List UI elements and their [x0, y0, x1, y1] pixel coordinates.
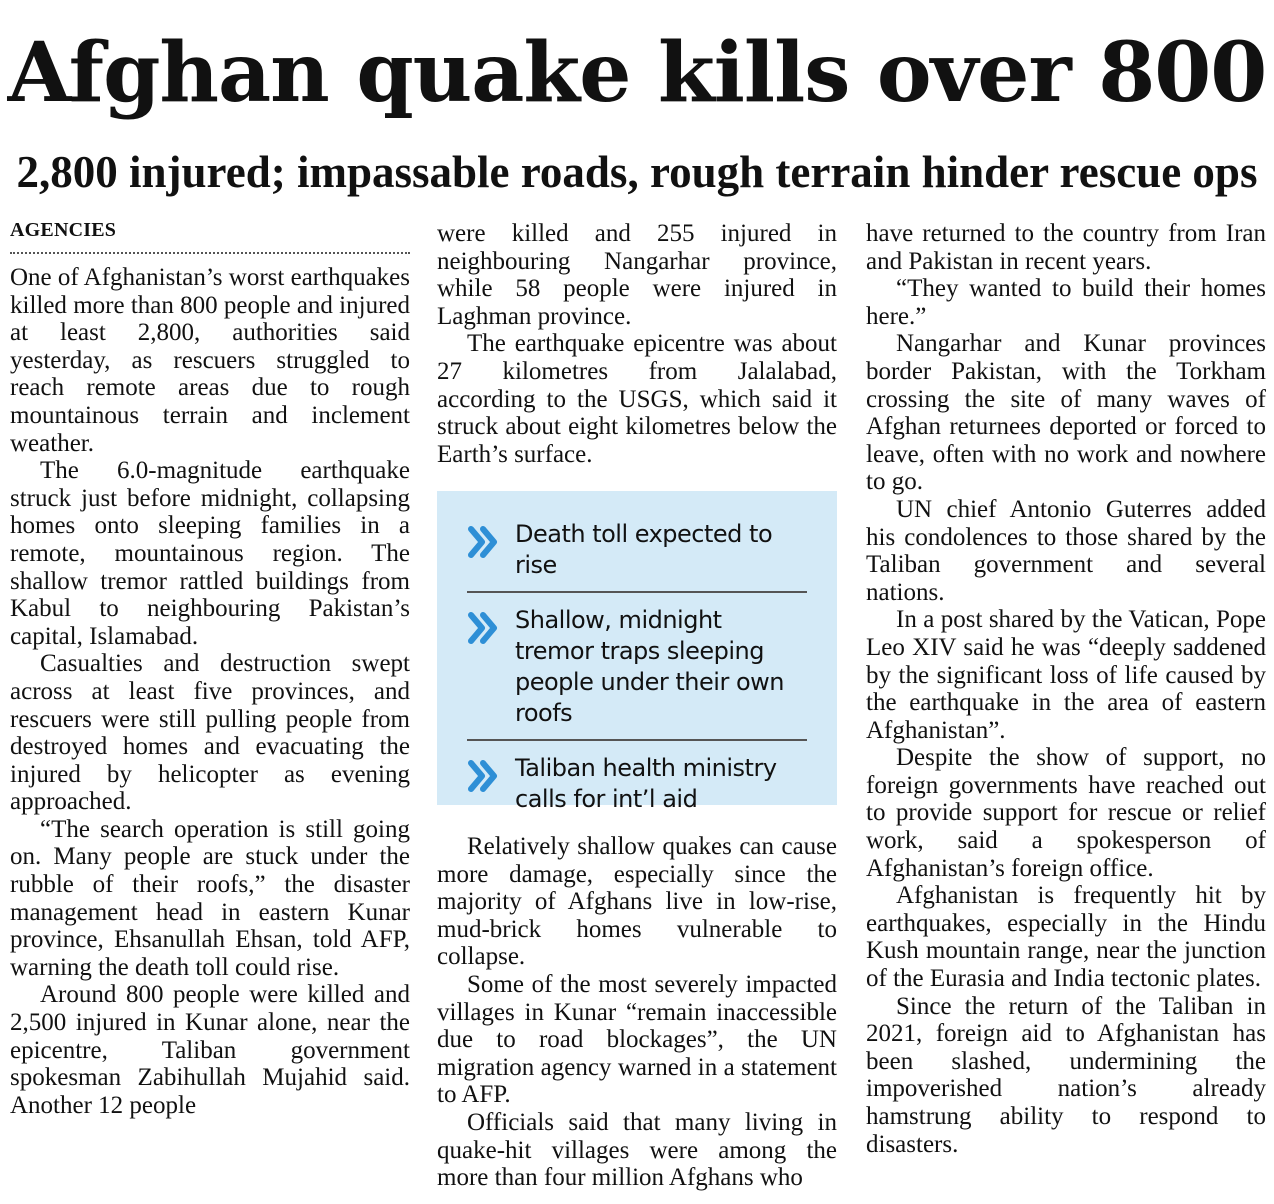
highlight-text: Taliban health ministry calls for int’l aid	[515, 754, 777, 813]
paragraph: Some of the most severely impacted villages in Kunar “remain inaccessible due to road blockages”, the UN migration agency warned in a statement to AFP.	[437, 970, 837, 1109]
paragraph: Around 800 people were killed and 2,500 injured in Kunar alone, near the epicentre, Taliban government spokesman Zabihullah Mujahid said. Another 12 people	[10, 981, 410, 1119]
paragraph: UN chief Antonio Guterres added his condolences to those shared by the Taliban government and several nations.	[866, 495, 1266, 606]
highlight-text: Shallow, midnight tremor traps sleeping people under their own roofs	[515, 606, 784, 727]
article-column-2-lower	[437, 833, 837, 1192]
double-chevron-icon	[467, 605, 515, 649]
paragraph: Nangarhar and Kunar provinces border Pakistan, with the Torkham crossing the site of many waves of Afghan returnees deported or forced to leave, often with no work and nowhere to go.	[866, 330, 1266, 496]
paragraph: “The search operation is still going on. Many people are stuck under the rubble of their roofs,” the disaster management head in eastern Kunar province, Ehsanullah Ehsan, told AFP, warning the death toll could rise.	[10, 815, 410, 981]
paragraph: were killed and 255 injured in neighbouring Nangarhar province, while 58 people were injured in Laghman province.	[437, 220, 837, 330]
headline: Afghan quake kills over 800	[7, 25, 1267, 121]
highlight-item	[467, 507, 807, 593]
subheadline: 2,800 injured; impassable roads, rough terrain hinder rescue ops	[16, 147, 1258, 197]
highlight-item	[467, 593, 807, 741]
paragraph: Officials said that many living in quake-hit villages were among the more than four million Afghans who	[437, 1108, 837, 1192]
paragraph: One of Afghanistan’s worst earthquakes killed more than 800 people and injured at least 2,800, authorities said yesterday, as rescuers struggled to reach remote areas due to rough mountainous terrain and inclement weather.	[10, 264, 410, 457]
highlight-text: Death toll expected to rise	[515, 520, 773, 579]
paragraph: Since the return of the Taliban in 2021, foreign aid to Afghanistan has been slashed, undermining the impoverished nation’s already hamstrung ability to respond to disasters.	[866, 992, 1266, 1158]
paragraph: “They wanted to build their homes here.”	[866, 275, 1266, 330]
paragraph: Despite the show of support, no foreign governments have reached out to provide support for rescue or relief work, said a spokesperson of Afghanistan’s foreign office.	[866, 744, 1266, 882]
paragraph: have returned to the country from Iran and Pakistan in recent years.	[866, 220, 1266, 275]
paragraph: Afghanistan is frequently hit by earthquakes, especially in the Hindu Kush mountain range, near the junction of the Eurasia and India tectonic plates.	[866, 882, 1266, 993]
paragraph: Relatively shallow quakes can cause more damage, especially since the majority of Afghans live in low-rise, mud-brick homes vulnerable to collapse.	[437, 833, 837, 971]
byline: AGENCIES	[10, 220, 410, 254]
highlight-item	[467, 741, 807, 825]
double-chevron-icon	[467, 519, 515, 563]
article-column-3	[866, 220, 1266, 1158]
double-chevron-icon	[467, 753, 515, 797]
article-column-2	[437, 220, 837, 468]
paragraph: In a post shared by the Vatican, Pope Leo XIV said he was “deeply saddened by the significant loss of life caused by the earthquake in the area of eastern Afghanistan”.	[866, 606, 1266, 744]
paragraph: The 6.0-magnitude earthquake struck just before midnight, collapsing homes onto sleeping families in a remote, mountainous region. The shallow tremor rattled buildings from Kabul to neighbouring Pakistan’s capital, Islamabad.	[10, 457, 410, 650]
article-column-1	[10, 220, 410, 1119]
highlights-box	[437, 491, 837, 813]
paragraph: The earthquake epicentre was about 27 kilometres from Jalalabad, according to the USGS, which said it struck about eight kilometres below the Earth’s surface.	[437, 330, 837, 468]
paragraph: Casualties and destruction swept across at least five provinces, and rescuers were still pulling people from destroyed homes and evacuating the injured by helicopter as evening approached.	[10, 650, 410, 816]
